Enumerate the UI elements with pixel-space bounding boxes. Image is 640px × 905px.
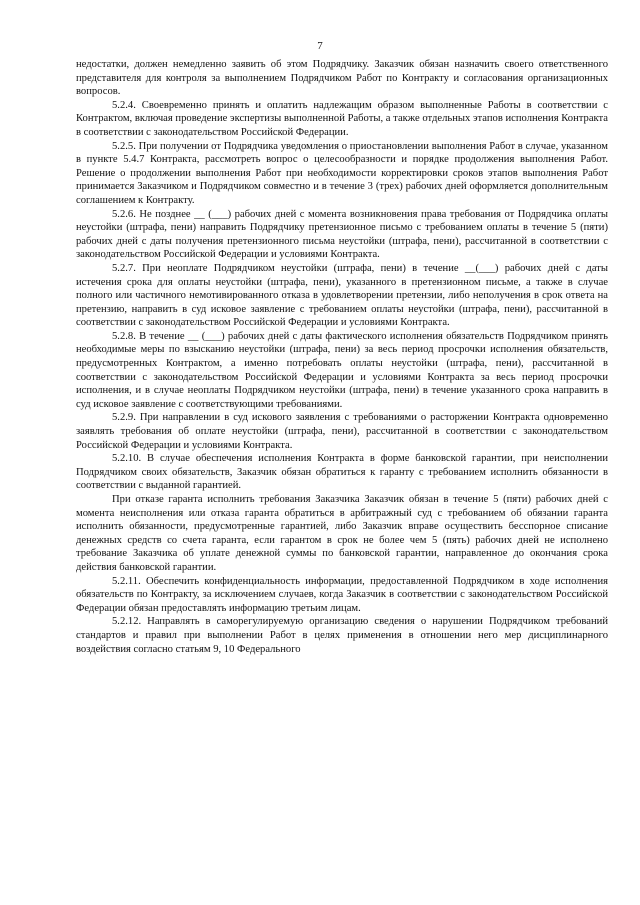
paragraph-continuation: недостатки, должен немедленно заявить об этом Подрядчику. Заказчик обязан назначить своего ответственного представителя для контроля за выполнением Подрядчиком Работ по Контракту и согласования организационных вопросов. [76,59,608,98]
paragraph-5-2-4: 5.2.4. Своевременно принять и оплатить надлежащим образом выполненные Работы в соответствии с Контрактом, включая проведение экспертизы выполненной Работы, а также отдельных этапов исполнения Контракта в соответствии с законодательством Российской Федерации. [76,99,608,138]
page-number: 7 [317,40,323,52]
paragraph-5-2-11: 5.2.11. Обеспечить конфиденциальность информации, предоставленной Подрядчиком в ходе исполнения обязательств по Контракту, за исключением случаев, когда Заказчик в соответствии с законодательством Российской Федерации обязан предоставлять информацию третьим лицам. [76,575,608,614]
paragraph-5-2-7: 5.2.7. При неоплате Подрядчиком неустойки (штрафа, пени) в течение __(___) рабочих дней с даты истечения срока для оплаты неустойки (штрафа, пени), указанного в претензионном письме, а также в случае полного или частичного немотивированного отказа в удовлетворении претензии, либо неполучения в срок ответа на претензию, направить в суд исковое заявление с требованием оплаты неустойки (штрафа, пени), рассчитанной в соответствии с законодательством Российской Федерации и условиями Контракта. [76,262,608,329]
paragraph-guarantor-refusal: При отказе гаранта исполнить требования Заказчика Заказчик обязан в течение 5 (пяти) рабочих дней с момента неисполнения или отказа гаранта обратиться в арбитражный суд с требованием об обязании гаранта исполнить обязанности, предусмотренные гарантией, либо Заказчик вправе осуществить бесспорное списание денежных средств со счета гаранта, если гарантом в срок не более чем 5 (пять) рабочих дней не исполнено требование Заказчика об уплате денежной суммы по банковской гарантии, направленное до окончания срока действия банковской гарантии. [76,494,608,573]
document-body [76,58,608,656]
paragraph-5-2-5: 5.2.5. При получении от Подрядчика уведомления о приостановлении выполнения Работ в случае, указанном в пункте 5.4.7 Контракта, рассмотреть вопрос о целесообразности и порядке продолжения выполнения Работ. Решение о продолжении выполнения Работ при необходимости корректировки сроков этапов выполнения Работ принимается Заказчиком и Подрядчиком совместно и в течение 3 (трех) рабочих дней оформляется дополнительным соглашением к Контракту. [76,140,608,206]
paragraph-5-2-10: 5.2.10. В случае обеспечения исполнения Контракта в форме банковской гарантии, при неисполнении Подрядчиком своих обязательств, Заказчик обязан обратиться к гаранту с требованием исполнить обязанности в соответствии с выданной гарантией. [76,453,608,492]
paragraph-5-2-12: 5.2.12. Направлять в саморегулируемую организацию сведения о нарушении Подрядчиком требований стандартов и правил при выполнении Работ в целях применения в отношении него мер дисциплинарного воздействия согласно статьям 9, 10 Федерального [76,616,608,655]
paragraph-5-2-6: 5.2.6. Не позднее __ (___) рабочих дней с момента возникновения права требования от Подрядчика оплаты неустойки (штрафа, пени) направить Подрядчику претензионное письмо с требованием оплаты в течение 5 (пяти) рабочих дней с даты получения претензионного письма неустойки (штрафа, пени), рассчитанной в соответствии с законодательством Российской Федерации и условиями Контракта. [76,208,608,261]
paragraph-5-2-9: 5.2.9. При направлении в суд искового заявления с требованиями о расторжении Контракта одновременно заявлять требования об оплате неустойки (штрафа, пени), рассчитанной в соответствии с законодательством Российской Федерации и условиями Контракта. [76,412,608,451]
paragraph-5-2-8: 5.2.8. В течение __ (___) рабочих дней с даты фактического исполнения обязательств Подрядчиком принять необходимые меры по взысканию неустойки (штрафа, пени) за весь период просрочки исполнения обязательств, предусмотренных Контрактом, а именно потребовать оплаты неустойки (штрафа, пени), рассчитанной в соответствии с законодательством Российской Федерации и условиями Контракта за весь период просрочки исполнения, и в случае неоплаты Подрядчиком неустойки (штрафа, пени) в течение указанного срока направить в суд исковое заявление с соответствующими требованиями. [76,330,608,410]
